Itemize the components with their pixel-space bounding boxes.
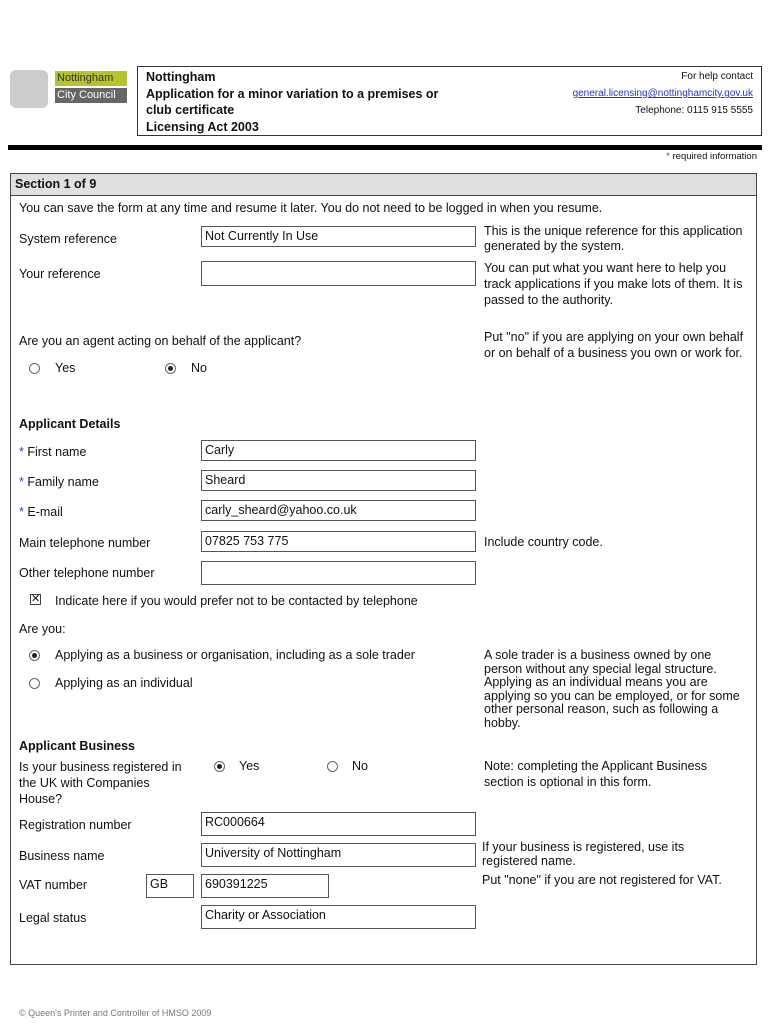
logo-line2: City Council [55, 88, 127, 103]
required-asterisk: * [19, 445, 24, 459]
required-asterisk: * [19, 505, 24, 519]
required-note [666, 151, 757, 162]
email-label [19, 505, 63, 519]
copyright-footer: © Queen's Printer and Controller of HMSO 2009 [19, 1008, 212, 1018]
first-name-label [19, 445, 86, 459]
are-you-label: Are you: [19, 622, 66, 636]
logo-line1: Nottingham [55, 71, 127, 86]
business-name-label: Business name [19, 849, 105, 863]
applicant-business-heading: Applicant Business [19, 739, 135, 753]
legal-status-field[interactable]: Charity or Association [201, 905, 476, 929]
no-contact-label: Indicate here if you would prefer not to be contacted by telephone [55, 594, 418, 608]
agent-help: Put "no" if you are applying on your own behalf or on behalf of a business you own or work for. [484, 330, 744, 360]
agent-no-radio[interactable] [165, 363, 176, 374]
section-title: Section 1 of 9 [15, 177, 97, 191]
registered-no-radio[interactable] [327, 761, 338, 772]
system-ref-field[interactable]: Not Currently In Use [201, 226, 476, 247]
agent-question: Are you an agent acting on behalf of the applicant? [19, 334, 302, 348]
individual-option-label: Applying as an individual [55, 676, 193, 690]
are-you-help: A sole trader is a business owned by one person without any special legal structure. Applying as an individual means you are applying so you can be employed, or for some other personal reason, such as following a hobby. [484, 648, 740, 730]
registered-yes-radio[interactable] [214, 761, 225, 772]
vat-prefix-field[interactable]: GB [146, 874, 194, 898]
business-name-help: If your business is registered, use its registered name. [482, 840, 685, 868]
registered-yes-label: Yes [239, 759, 260, 773]
your-ref-field[interactable] [201, 261, 476, 286]
family-name-label [19, 475, 99, 489]
family-name-field[interactable]: Sheard [201, 470, 476, 491]
registered-no-label: No [352, 759, 368, 773]
crest-icon [10, 70, 48, 108]
first-name-field[interactable]: Carly [201, 440, 476, 461]
legal-status-label: Legal status [19, 911, 87, 925]
section-intro: You can save the form at any time and resume it later. You do not need to be logged in when you resume. [19, 201, 603, 215]
label-text: Family name [27, 475, 99, 489]
no-contact-checkbox[interactable]: ✕ [31, 593, 41, 605]
main-phone-help: Include country code. [484, 535, 603, 549]
vat-number-field[interactable]: 690391225 [201, 874, 329, 898]
registered-help: Note: completing the Applicant Business section is optional in this form. [484, 759, 708, 789]
your-ref-label: Your reference [19, 267, 101, 281]
help-email-link[interactable]: general.licensing@nottinghamcity.gov.uk [572, 88, 753, 99]
agent-yes-radio[interactable] [29, 363, 40, 374]
business-radio[interactable] [29, 650, 40, 661]
business-option-label: Applying as a business or organisation, including as a sole trader [55, 648, 415, 662]
reg-number-label: Registration number [19, 818, 132, 832]
divider-bar [8, 145, 762, 150]
required-asterisk: * [19, 475, 24, 489]
header-box [137, 66, 762, 136]
system-ref-label: System reference [19, 232, 117, 246]
individual-radio[interactable] [29, 678, 40, 689]
required-asterisk: * [666, 151, 670, 162]
agent-yes-label: Yes [55, 361, 76, 375]
help-phone: Telephone: 0115 915 5555 [635, 105, 753, 116]
system-ref-help: This is the unique reference for this application generated by the system. [484, 224, 743, 253]
title-line: club certificate [146, 103, 235, 117]
vat-label: VAT number [19, 878, 88, 892]
registered-question: Is your business registered in the UK with Companies House? [19, 760, 182, 806]
business-name-field[interactable]: University of Nottingham [201, 843, 476, 867]
title-line: Nottingham [146, 70, 216, 84]
label-text: First name [27, 445, 87, 459]
reg-number-field[interactable]: RC000664 [201, 812, 476, 836]
applicant-details-heading: Applicant Details [19, 417, 121, 431]
vat-help: Put "none" if you are not registered for VAT. [482, 873, 722, 887]
your-ref-help: You can put what you want here to help you track applications if you make lots of them. It is passed to the authority. [484, 261, 743, 307]
agent-no-label: No [191, 361, 207, 375]
email-field[interactable]: carly_sheard@yahoo.co.uk [201, 500, 476, 521]
help-contact-label: For help contact [681, 71, 753, 82]
main-phone-field[interactable]: 07825 753 775 [201, 531, 476, 552]
other-phone-field[interactable] [201, 561, 476, 585]
main-phone-label: Main telephone number [19, 536, 151, 550]
other-phone-label: Other telephone number [19, 566, 155, 580]
title-line: Application for a minor variation to a premises or [146, 87, 439, 101]
section-header [11, 174, 756, 196]
title-line: Licensing Act 2003 [146, 120, 259, 134]
label-text: E-mail [27, 505, 63, 519]
required-text: required information [672, 151, 757, 162]
